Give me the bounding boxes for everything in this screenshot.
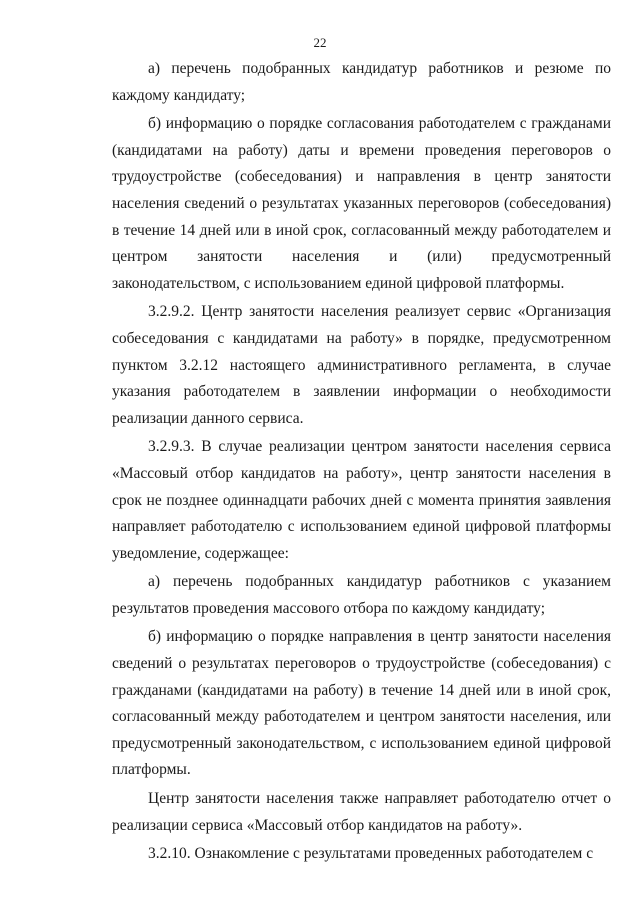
paragraph-a-candidates-list: а) перечень подобранных кандидатур работников и резюме по каждому кандидату;	[112, 60, 611, 104]
paragraph-report: Центр занятости населения также направляет работодателю отчет о реализации сервиса «Массовый отбор кандидатов на работу».	[112, 790, 611, 834]
document-body	[112, 56, 611, 868]
paragraph-3-2-10: 3.2.10. Ознакомление с результатами проведенных работодателем с	[148, 845, 594, 863]
paragraph-3-2-9-3: 3.2.9.3. В случае реализации центром занятости населения сервиса «Массовый отбор кандидатов на работу», центр занятости населения в срок не позднее одиннадцати рабочих дней с момента принятия заявления направляет работодателю с использованием единой цифровой платформы уведомление, содержащее:	[112, 438, 611, 562]
paragraph-b-interview-procedure: б) информацию о порядке согласования работодателем с гражданами (кандидатами на работу) даты и времени проведения переговоров о трудоустройстве (собеседования) и направления в центр занятости населения сведений о результатах указанных переговоров (собеседования) в течение 14 дней или в иной срок, согласованный между работодателем и центром занятости населения и (или) предусмотренный законодательством, с использованием единой цифровой платформы.	[112, 115, 611, 292]
paragraph-a-mass-selection-results: а) перечень подобранных кандидатур работников с указанием результатов проведения массового отбора по каждому кандидату;	[112, 573, 611, 617]
paragraph-b-results-submission: б) информацию о порядке направления в центр занятости населения сведений о результатах переговоров о трудоустройстве (собеседования) с гражданами (кандидатами на работу) в течение 14 дней или в иной срок, согласованный между работодателем и центром занятости населения, или предусмотренный законодательством, с использованием единой цифровой платформы.	[112, 628, 611, 779]
page-number: 22	[313, 35, 327, 50]
paragraph-3-2-9-2: 3.2.9.2. Центр занятости населения реализует сервис «Организация собеседования с кандидатами на работу» в порядке, предусмотренном пунктом 3.2.12 настоящего административного регламента, в случае указания работодателем в заявлении информации о необходимости реализации данного сервиса.	[112, 303, 611, 427]
